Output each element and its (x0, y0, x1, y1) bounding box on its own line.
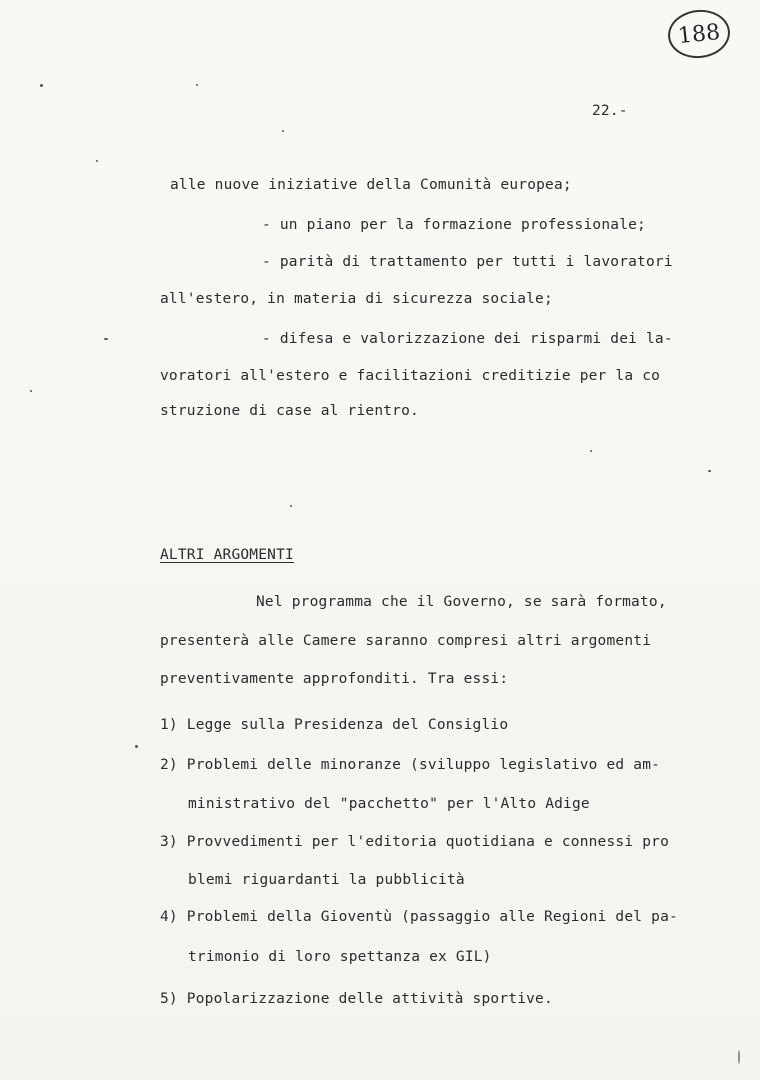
text-line: alle nuove iniziative della Comunità europea; (170, 177, 572, 193)
text-line: Nel programma che il Governo, se sarà formato, (256, 594, 667, 610)
scan-speck (96, 160, 98, 162)
page-number: 22.- (592, 103, 628, 119)
section-heading: ALTRI ARGOMENTI (160, 547, 294, 563)
list-item: 3) Provvedimenti per l'editoria quotidiana e connessi pro (160, 834, 669, 850)
text-line: struzione di case al rientro. (160, 403, 419, 419)
scan-speck (290, 505, 292, 507)
text-line: - un piano per la formazione professionale; (262, 217, 646, 233)
list-item-continuation: trimonio di loro spettanza ex GIL) (188, 949, 492, 965)
list-item: 1) Legge sulla Presidenza del Consiglio (160, 717, 509, 733)
text-line: - difesa e valorizzazione dei risparmi dei la- (262, 331, 673, 347)
list-item: 4) Problemi della Gioventù (passaggio alle Regioni del pa- (160, 909, 678, 925)
scan-speck (40, 84, 43, 87)
archive-stamp-number: 188 (676, 19, 722, 49)
list-item: 2) Problemi delle minoranze (sviluppo legislativo ed am- (160, 757, 661, 773)
scan-speck (282, 130, 284, 132)
list-item: 5) Popolarizzazione delle attività sportive. (160, 991, 553, 1007)
scan-speck (135, 745, 138, 748)
list-item-continuation: ministrativo del "pacchetto" per l'Alto Adige (188, 796, 590, 812)
text-line: all'estero, in materia di sicurezza sociale; (160, 291, 553, 307)
text-line: presenterà alle Camere saranno compresi altri argomenti (160, 633, 652, 649)
scan-speck (708, 470, 711, 472)
text-line: preventivamente approfonditi. Tra essi: (160, 671, 509, 687)
archive-stamp (666, 7, 733, 61)
text-line: voratori all'estero e facilitazioni creditizie per la co (160, 368, 661, 384)
scan-speck (196, 84, 198, 86)
text-line: - parità di trattamento per tutti i lavoratori (262, 254, 673, 270)
scan-speck (30, 390, 32, 392)
list-item-continuation: blemi riguardanti la pubblicità (188, 872, 465, 888)
scan-speck (104, 338, 108, 340)
scan-speck (738, 1050, 740, 1064)
scan-speck (590, 450, 592, 452)
